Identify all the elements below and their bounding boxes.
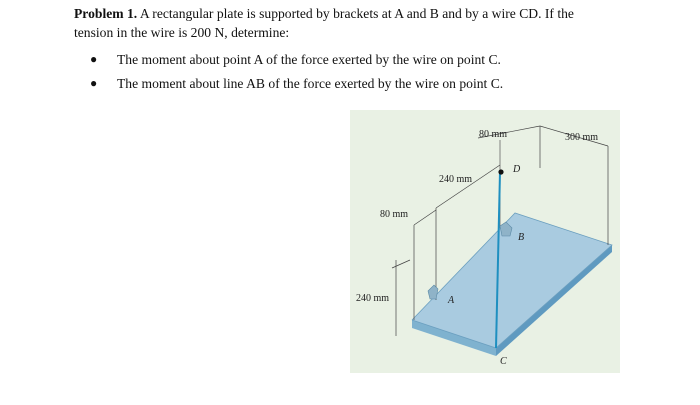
problem-text-line2: tension in the wire is 200 N, determine: [74,25,290,40]
point-label-c: C [500,356,507,367]
question-list [90,50,503,98]
question-item [90,74,503,93]
point-label-a: A [448,295,455,306]
question-text: The moment about line AB of the force exerted by the wire on point C. [117,76,504,91]
question-text: The moment about point A of the force exerted by the wire on point C. [117,52,501,67]
dim-label-left-240: 240 mm [356,293,390,304]
dim-label-top-80: 80 mm [479,129,508,140]
bullet-icon: ● [90,76,98,90]
point-d-marker [498,169,503,174]
problem-text-line1: A rectangular plate is supported by brackets at A and B and by a wire CD. If the [139,6,574,21]
problem-statement [74,4,664,42]
question-item [90,50,503,69]
point-label-b: B [518,232,525,243]
plate-figure [350,110,620,373]
plate-diagram [350,110,620,373]
point-label-d: D [513,164,521,175]
bullet-icon: ● [90,52,98,66]
dim-label-top-300: 300 mm [565,132,599,143]
problem-heading: Problem 1. [74,6,138,21]
dim-label-mid-240: 240 mm [439,174,473,185]
dim-label-left-80: 80 mm [380,209,409,220]
